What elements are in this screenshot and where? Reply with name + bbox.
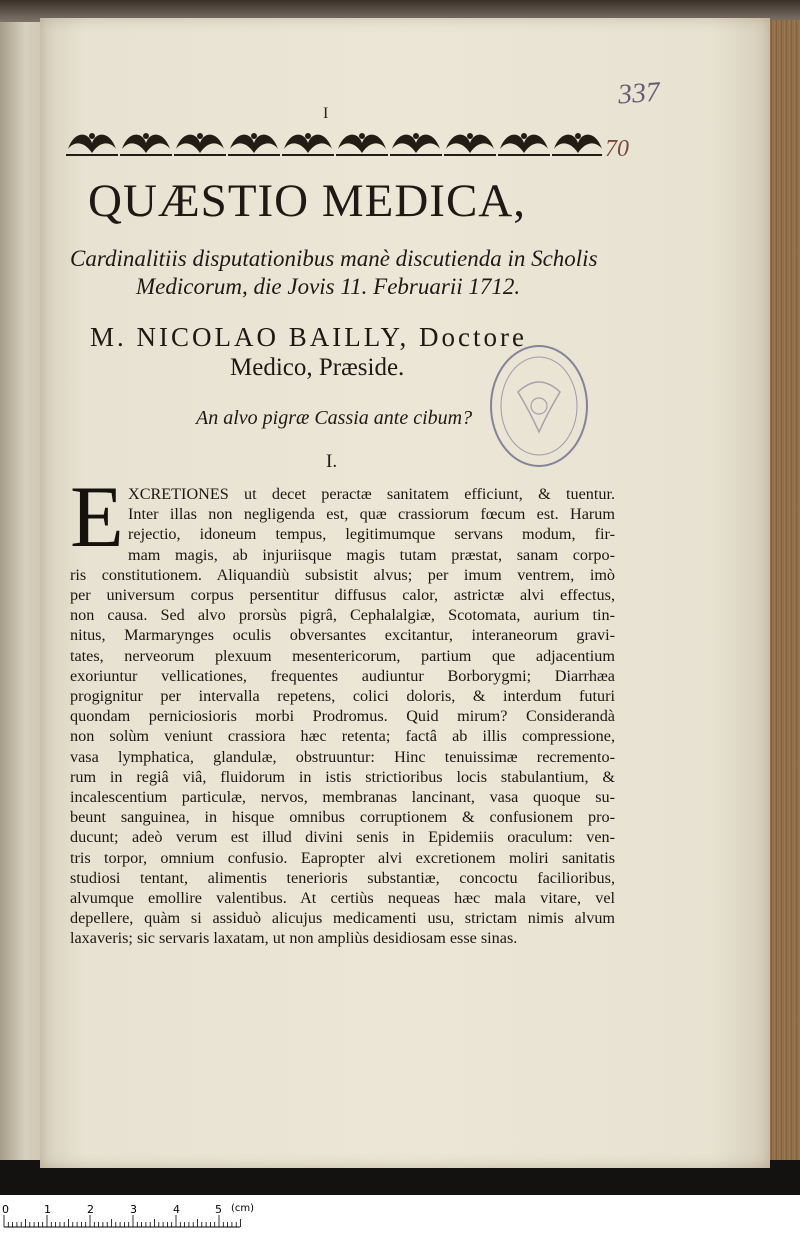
text-line: ducunt; adeò verum est illud divini senis in Epidemiis oraculum: ven- bbox=[70, 828, 615, 847]
text-line: studiosi tentant, alimentis tenerioris substantiæ, concoctu facilioribus, bbox=[70, 868, 615, 887]
text-line: exoriuntur vellicationes, frequentes audiuntur Borborygmi; Diarrhæa bbox=[70, 666, 615, 685]
book-fore-edge bbox=[768, 20, 800, 1170]
president-line-2: Medico, Præside. bbox=[230, 354, 405, 381]
text-line: per universum corpus persentitur diffusus calor, astrictæ alvi effectus, bbox=[70, 586, 615, 605]
left-page-edge bbox=[0, 22, 43, 1162]
text-line: quondam perniciosioris morbi Prodromus. Quid mirum? Considerandà bbox=[70, 707, 615, 726]
ruler-unit-label: (cm) bbox=[231, 1203, 255, 1214]
handwritten-number: 70 bbox=[605, 136, 629, 162]
text-line: incalescentium particulæ, nervos, membranas lancinant, vasa quoque su- bbox=[70, 788, 615, 807]
text-line: non causa. Sed alvo prorsùs pigrâ, Cephalalgiæ, Scotomata, aurium tin- bbox=[70, 606, 615, 625]
text-line: tris torpor, omnium confusio. Eapropter alvi excretionem moliri sanitatis bbox=[70, 848, 615, 867]
ruler-tick-label: 2 bbox=[87, 1203, 94, 1216]
text-line: laxaveris; sic servaris laxatam, ut non ampliùs desidiosam esse sinas. bbox=[70, 929, 518, 948]
text-line: progignitur per intervalla repetens, colici doloris, & interdum futuri bbox=[70, 687, 615, 706]
text-line: alvumque emollire valentibus. At certiùs nequeas hæc mala vitare, vel bbox=[70, 889, 615, 908]
text-line: mam magis, ab injuriisque magis tutam præstat, sanam corpo- bbox=[128, 545, 615, 564]
body-paragraph bbox=[70, 484, 615, 949]
ruler-tick-label: 3 bbox=[130, 1203, 137, 1216]
ruler-tick-label: 5 bbox=[215, 1203, 222, 1216]
text-line: rum in regiâ viâ, fluidorum in istis strictioribus locis stabulantium, & bbox=[70, 767, 615, 786]
decorative-headpiece bbox=[66, 127, 602, 159]
signature-mark: I bbox=[323, 105, 329, 122]
text-line: depellere, quàm si assiduò alicujus medicamenti usu, strictam nimis alvum bbox=[70, 909, 615, 928]
text-line: ris constitutionem. Aliquandiù subsistit alvus; per imum ventrem, imò bbox=[70, 565, 615, 584]
handwritten-folio-number: 337 bbox=[616, 76, 661, 111]
text-line: vasa lymphatica, glandulæ, obstruuntur: Hinc tenuissimæ recremento- bbox=[70, 747, 615, 766]
president-line-1: M. NICOLAO BAILLY, Doctore bbox=[90, 322, 528, 352]
drop-cap: E bbox=[70, 469, 124, 566]
library-stamp bbox=[488, 342, 590, 470]
section-number: I. bbox=[326, 451, 338, 472]
text-line: nitus, Marmarynges oculis obversantes excitantur, interaneorum gravi- bbox=[70, 626, 615, 645]
text-line: rejectio, idoneum tempus, legitimumque servans modum, fir- bbox=[128, 525, 615, 544]
text-line: non solùm veniunt crassiora hæc retenta; factâ ab illis compressione, bbox=[70, 727, 615, 746]
subtitle-line-1: Cardinalitiis disputationibus manè discutienda in Scholis bbox=[70, 246, 598, 271]
text-line: Inter illas non negligenda est, quæ crassiorum fœcum est. Harum bbox=[128, 505, 615, 524]
text-line: tates, nerveorum plexuum mesentericorum, partium que adjacentium bbox=[70, 646, 615, 665]
text-line: XCRETIONES ut decet peractæ sanitatem efficiunt, & tuentur. bbox=[128, 485, 615, 503]
subtitle-line-2: Medicorum, die Jovis 11. Februarii 1712. bbox=[136, 274, 521, 299]
ruler-tick-label: 0 bbox=[2, 1203, 9, 1216]
ruler-ticks bbox=[0, 1215, 252, 1229]
ruler-tick-label: 4 bbox=[173, 1203, 180, 1216]
question-heading: An alvo pigræ Cassia ante cibum? bbox=[196, 407, 473, 429]
ruler-tick-label: 1 bbox=[44, 1203, 51, 1216]
page-title: QUÆSTIO MEDICA, bbox=[88, 175, 526, 227]
text-line: beunt sanguinea, in hisque omnibus corruptionem & confusionem pro- bbox=[70, 808, 615, 827]
